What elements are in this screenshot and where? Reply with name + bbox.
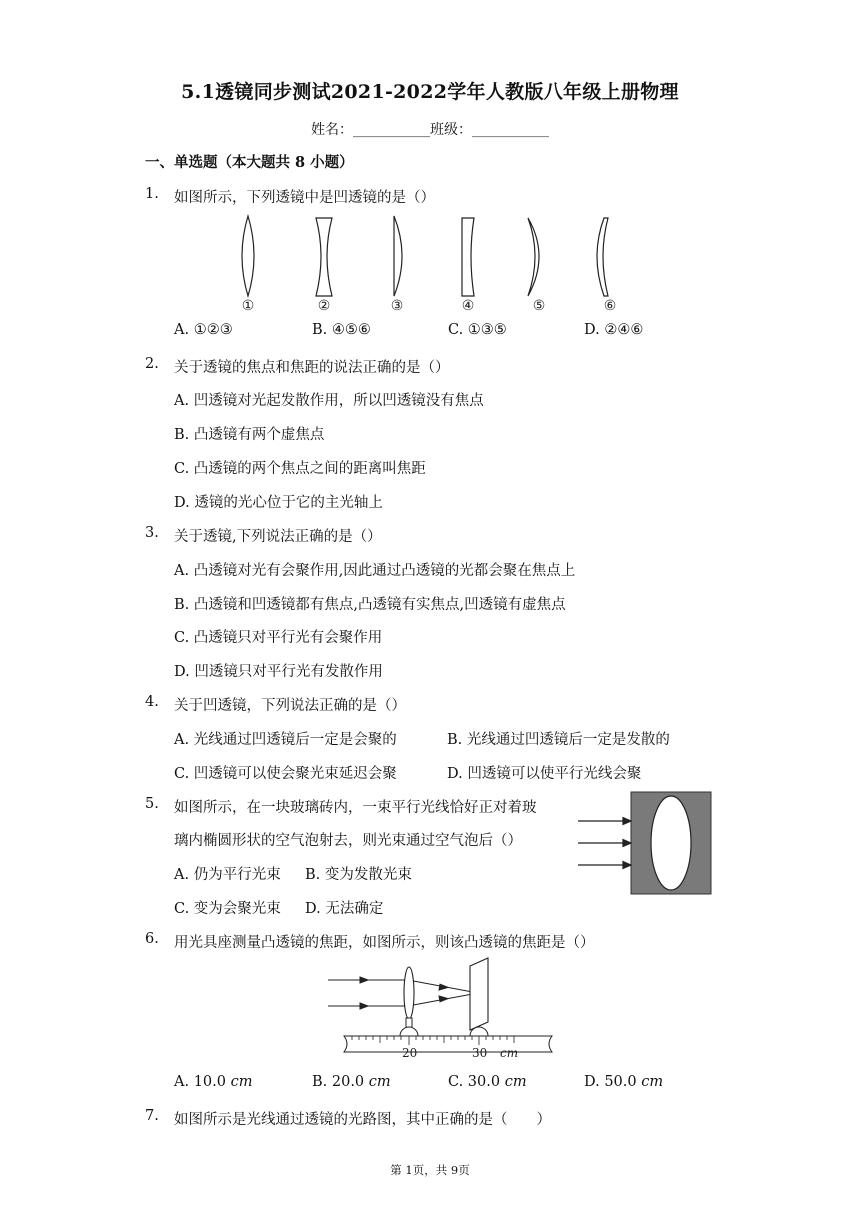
name-blank: ___________ — [353, 122, 430, 138]
arrowhead-2 — [623, 840, 631, 847]
q4-option-c[interactable]: C. 凹透镜可以使会聚光束延迟会聚 — [174, 766, 397, 782]
lens-label-6: ⑥ — [603, 298, 617, 314]
lens-2-biconcave — [316, 218, 332, 296]
q1-option-c[interactable]: C. ①③⑤ — [448, 322, 507, 338]
class-label: 班级： — [430, 122, 472, 138]
student-info — [0, 119, 860, 139]
q6-option-d-value: D. 50.0 — [584, 1074, 642, 1090]
question-7-text: 如图所示是光线通过透镜的光路图，其中正确的是（ ） — [174, 1112, 551, 1128]
question-2-number: 2. — [145, 356, 159, 372]
lens-6-meniscus-concave — [597, 218, 608, 296]
section-heading: 一、单选题（本大题共 8 小题） — [145, 154, 354, 171]
lens-5-meniscus-convex — [528, 218, 539, 296]
question-5-number: 5. — [145, 796, 159, 812]
ruler-label-30: 30 — [472, 1046, 488, 1060]
lens-4-planoconcave — [462, 218, 474, 296]
question-4-number: 4. — [145, 694, 159, 710]
lens-holder — [400, 1027, 418, 1036]
question-4-text: 关于凹透镜，下列说法正确的是（） — [174, 698, 406, 714]
q6-option-d[interactable] — [584, 1074, 663, 1090]
lens-label-3: ③ — [390, 298, 404, 314]
q5-option-c[interactable]: C. 变为会聚光束 — [174, 901, 281, 917]
question-3-number: 3. — [145, 525, 159, 541]
arrowhead-3 — [623, 862, 631, 869]
q3-option-b[interactable]: B. 凸透镜和凹透镜都有焦点,凸透镜有实焦点,凹透镜有虚焦点 — [174, 597, 566, 613]
page-footer: 第 1页，共 9页 — [390, 1163, 470, 1177]
lens-shapes-figure — [228, 212, 628, 314]
screen — [470, 958, 488, 1030]
q4-option-a[interactable]: A. 光线通过凹透镜后一定是会聚的 — [174, 732, 397, 748]
q3-option-d[interactable]: D. 凹透镜只对平行光有发散作用 — [174, 664, 383, 680]
lens-label-2: ② — [317, 298, 331, 314]
q6-option-d-unit: cm — [641, 1074, 664, 1090]
q3-option-c[interactable]: C. 凸透镜只对平行光有会聚作用 — [174, 630, 383, 646]
q4-option-b[interactable]: B. 光线通过凹透镜后一定是发散的 — [447, 732, 670, 748]
q5-option-a[interactable]: A. 仍为平行光束 — [174, 867, 281, 883]
ruler-label-20: 20 — [402, 1046, 418, 1060]
question-6-text: 用光具座测量凸透镜的焦距，如图所示，则该凸透镜的焦距是（） — [174, 935, 595, 951]
q6-option-a-unit: cm — [230, 1074, 253, 1090]
air-bubble — [651, 796, 691, 890]
q2-option-d[interactable]: D. 透镜的光心位于它的主光轴上 — [174, 495, 383, 511]
q4-option-d[interactable]: D. 凹透镜可以使平行光线会聚 — [447, 766, 642, 782]
page-title: 5.1透镜同步测试2021-2022学年人教版八年级上册物理 — [181, 81, 679, 103]
q6-option-b-value: B. 20.0 — [312, 1074, 369, 1090]
q1-option-a[interactable]: A. ①②③ — [174, 322, 233, 338]
q2-option-b[interactable]: B. 凸透镜有两个虚焦点 — [174, 427, 325, 443]
q5-option-d[interactable]: D. 无法确定 — [305, 901, 384, 917]
name-label: 姓名： — [311, 122, 353, 138]
convex-lens — [404, 967, 414, 1019]
question-5-text-line2: 璃内椭圆形状的空气泡射去，则光束通过空气泡后（） — [174, 833, 522, 849]
q2-option-a[interactable]: A. 凹透镜对光起发散作用，所以凹透镜没有焦点 — [174, 393, 484, 409]
question-1-number: 1. — [145, 186, 159, 202]
question-7-number: 7. — [145, 1108, 159, 1124]
q2-option-c[interactable]: C. 凸透镜的两个焦点之间的距离叫焦距 — [174, 461, 426, 477]
question-1-text: 如图所示，下列透镜中是凹透镜的是（） — [174, 190, 435, 206]
arrowhead-1 — [623, 818, 631, 825]
lens-label-5: ⑤ — [532, 298, 546, 314]
q6-option-b[interactable] — [312, 1074, 391, 1090]
q3-option-a[interactable]: A. 凸透镜对光有会聚作用,因此通过凸透镜的光都会聚在焦点上 — [174, 563, 576, 579]
q1-option-b[interactable]: B. ④⑤⑥ — [312, 322, 371, 338]
q6-option-c-unit: cm — [504, 1074, 527, 1090]
glass-air-bubble-figure — [574, 790, 714, 896]
question-2-text: 关于透镜的焦点和焦距的说法正确的是（） — [174, 360, 450, 376]
lens-label-1: ① — [241, 298, 255, 314]
q1-option-d[interactable]: D. ②④⑥ — [584, 322, 644, 338]
class-blank: ___________ — [472, 122, 549, 138]
ruler-bench — [344, 1036, 552, 1052]
q6-option-b-unit: cm — [368, 1074, 391, 1090]
q6-option-c[interactable] — [448, 1074, 527, 1090]
q5-option-b[interactable]: B. 变为发散光束 — [305, 867, 412, 883]
lens-1-biconvex — [242, 216, 254, 296]
ruler-unit: cm — [500, 1046, 519, 1060]
question-5-text-line1: 如图所示，在一块玻璃砖内，一束平行光线恰好正对着玻 — [174, 800, 537, 816]
q6-option-a-value: A. 10.0 — [174, 1074, 231, 1090]
q6-option-a[interactable] — [174, 1074, 252, 1090]
lens-3-planoconvex — [394, 216, 402, 296]
question-6-number: 6. — [145, 931, 159, 947]
lens-label-4: ④ — [461, 298, 475, 314]
optical-bench-figure — [322, 956, 562, 1062]
q6-option-c-value: C. 30.0 — [448, 1074, 505, 1090]
question-3-text: 关于透镜,下列说法正确的是（） — [174, 529, 382, 545]
